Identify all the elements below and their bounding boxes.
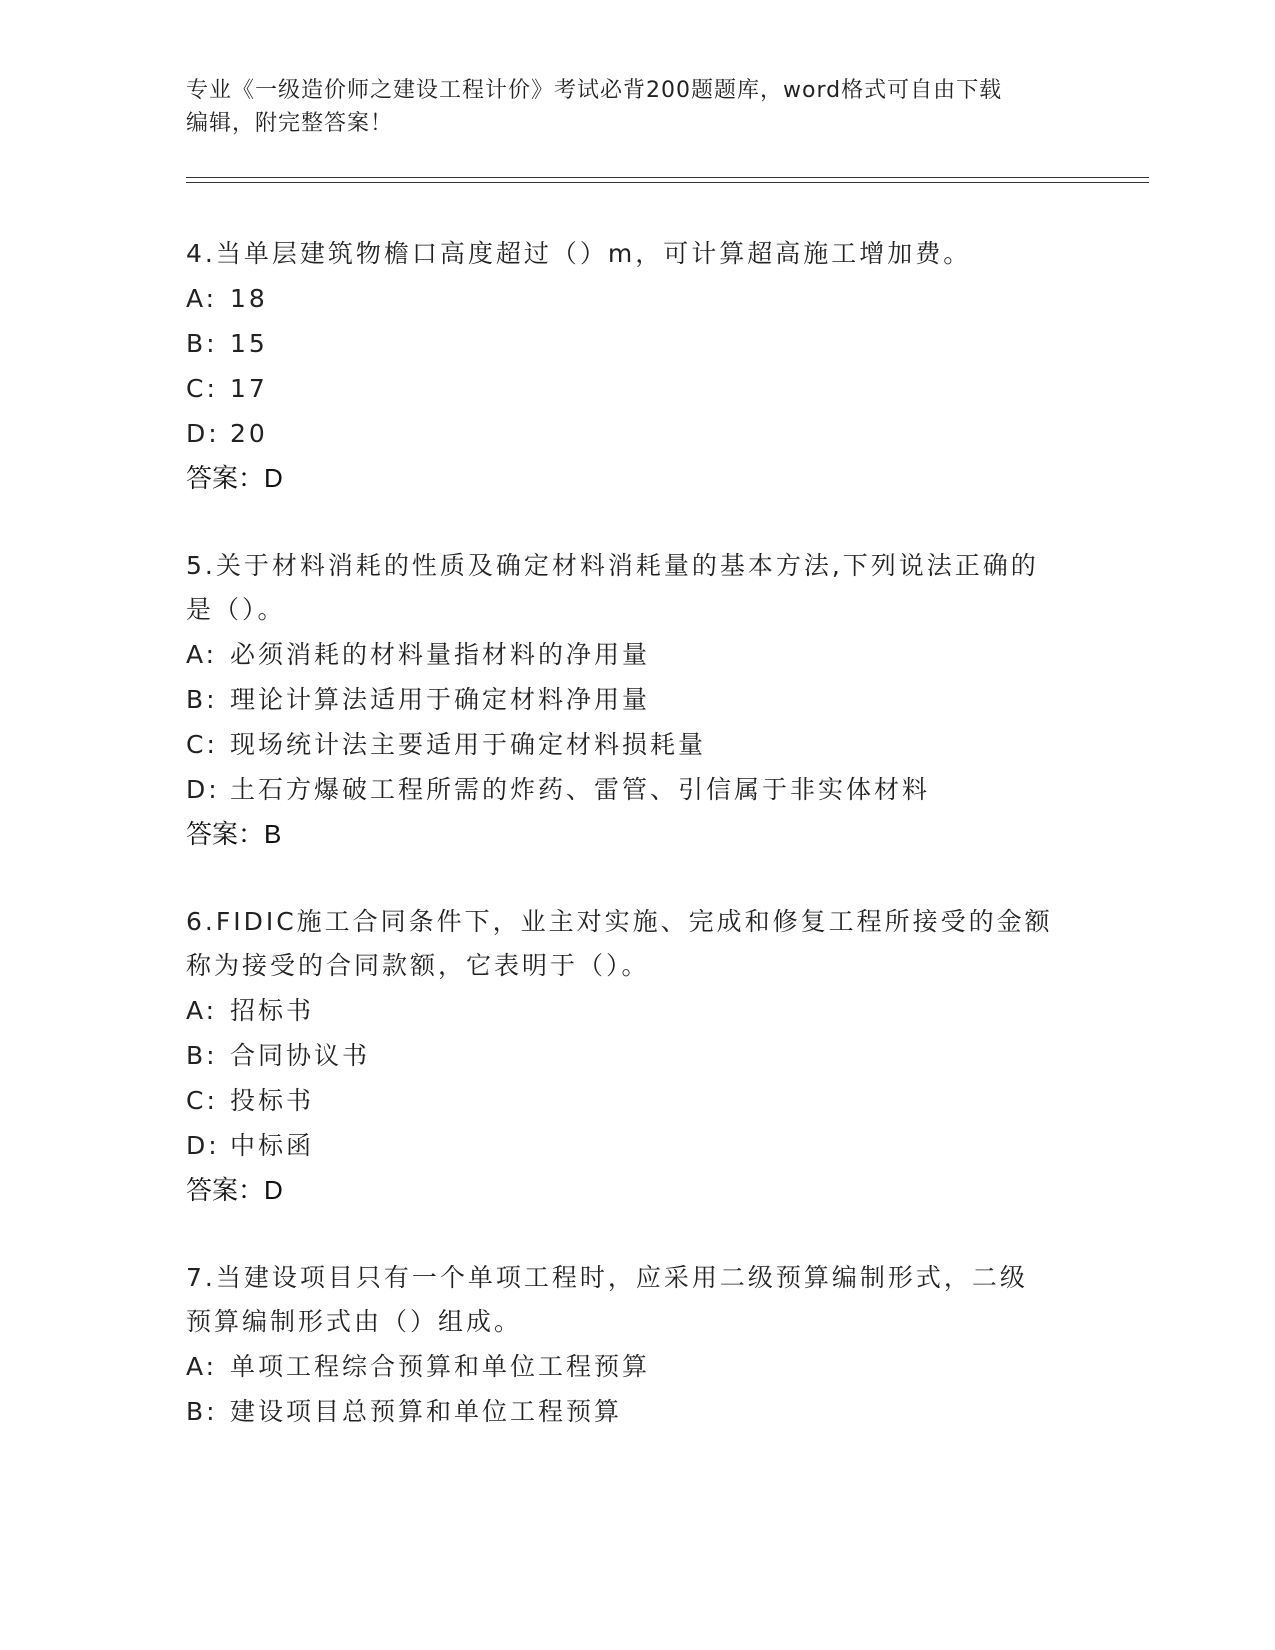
option-text: 理论计算法适用于确定材料净用量	[230, 685, 651, 714]
answer: 答案：D	[186, 463, 283, 493]
question-stem-line: 7.当建设项目只有一个单项工程时，应采用二级预算编制形式，二级	[186, 1263, 1028, 1292]
option-text: 15	[230, 329, 268, 358]
option-text: 投标书	[230, 1086, 315, 1115]
option-b	[186, 1389, 1086, 1434]
option-letter: D:	[186, 1131, 220, 1160]
option-letter: C:	[186, 374, 218, 403]
option-text: 建设项目总预算和单位工程预算	[230, 1397, 623, 1426]
header-divider-top	[186, 177, 1149, 178]
option-text: 中标函	[230, 1131, 315, 1160]
option-letter: A:	[186, 1352, 218, 1381]
option-c	[186, 366, 1086, 411]
question-stem-line: 预算编制形式由（）组成。	[186, 1307, 523, 1336]
option-d	[186, 411, 1086, 456]
header-line-2: 编辑，附完整答案！	[186, 111, 394, 136]
question-stem-line: 5.关于材料消耗的性质及确定材料消耗量的基本方法,下列说法正确的	[186, 551, 1039, 580]
option-b	[186, 321, 1086, 366]
option-letter: D:	[186, 775, 220, 804]
option-d	[186, 1123, 1086, 1168]
option-letter: B:	[186, 329, 218, 358]
option-text: 单项工程综合预算和单位工程预算	[230, 1352, 651, 1381]
question-list	[186, 232, 1086, 1478]
option-b	[186, 677, 1086, 722]
option-letter: C:	[186, 730, 218, 759]
option-a	[186, 632, 1086, 677]
option-c	[186, 1078, 1086, 1123]
option-a	[186, 1344, 1086, 1389]
question-stem-line: 是（）。	[186, 595, 286, 624]
question-4	[186, 232, 1086, 500]
option-text: 合同协议书	[230, 1041, 371, 1070]
option-text: 20	[230, 419, 268, 448]
question-stem-line: 6.FIDIC施工合同条件下，业主对实施、完成和修复工程所接受的金额	[186, 907, 1053, 936]
option-letter: A:	[186, 284, 218, 313]
header-divider-bottom	[186, 182, 1149, 183]
option-letter: B:	[186, 1041, 218, 1070]
answer: 答案：B	[186, 819, 282, 849]
option-text: 招标书	[230, 996, 315, 1025]
header-line-1: 专业《一级造价师之建设工程计价》考试必背200题题库，word格式可自由下载	[186, 78, 1003, 103]
question-6	[186, 900, 1086, 1212]
option-letter: A:	[186, 640, 218, 669]
option-text: 土石方爆破工程所需的炸药、雷管、引信属于非实体材料	[230, 775, 931, 804]
option-text: 现场统计法主要适用于确定材料损耗量	[230, 730, 707, 759]
question-stem-line: 4.当单层建筑物檐口高度超过（）m，可计算超高施工增加费。	[186, 239, 972, 268]
document-header	[186, 74, 1066, 140]
question-7	[186, 1256, 1086, 1434]
option-letter: A:	[186, 996, 218, 1025]
option-text: 必须消耗的材料量指材料的净用量	[230, 640, 651, 669]
option-d	[186, 767, 1086, 812]
option-letter: C:	[186, 1086, 218, 1115]
option-letter: B:	[186, 685, 218, 714]
option-a	[186, 988, 1086, 1033]
option-text: 17	[230, 374, 268, 403]
option-text: 18	[230, 284, 268, 313]
option-letter: B:	[186, 1397, 218, 1426]
answer: 答案：D	[186, 1175, 283, 1205]
question-stem-line: 称为接受的合同款额，它表明于（）。	[186, 951, 650, 980]
question-5	[186, 544, 1086, 856]
option-b	[186, 1033, 1086, 1078]
option-c	[186, 722, 1086, 767]
option-a	[186, 276, 1086, 321]
option-letter: D:	[186, 419, 220, 448]
